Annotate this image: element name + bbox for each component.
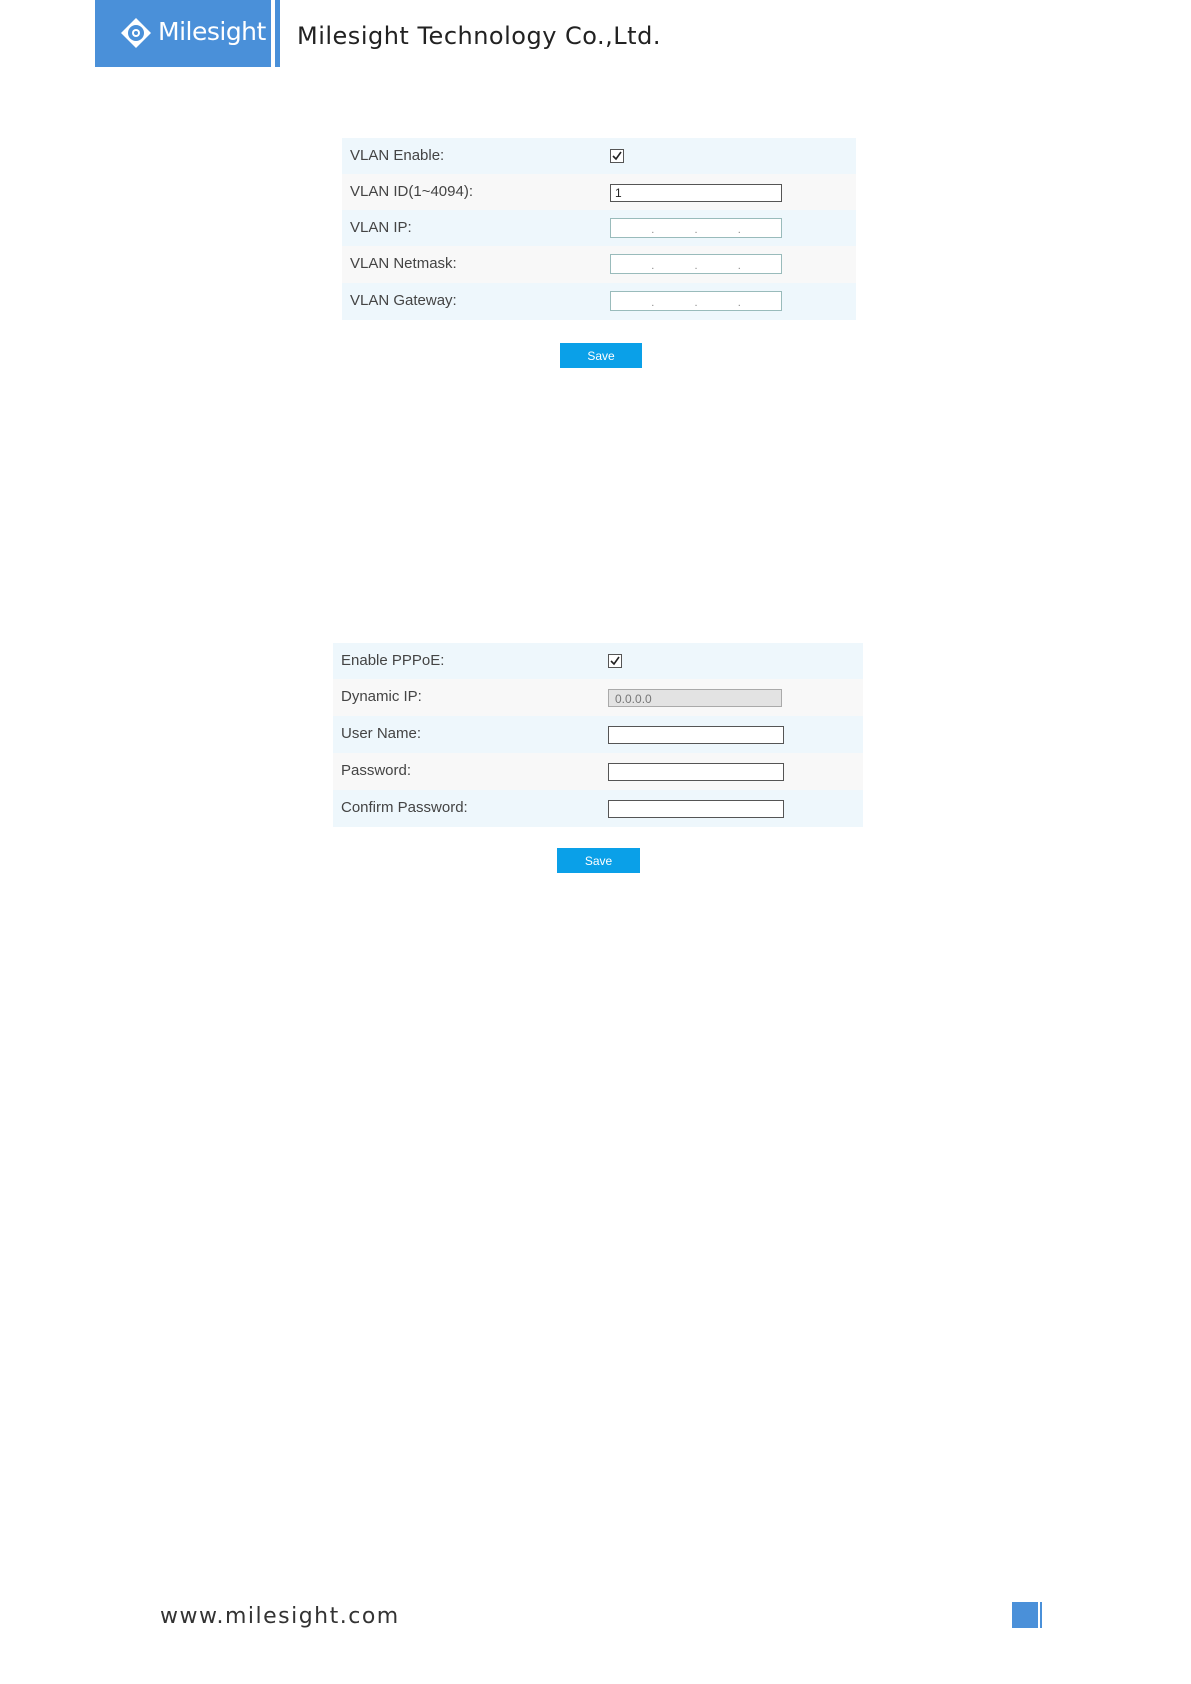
footer-website: www.milesight.com (160, 1604, 400, 1629)
form-row-password (333, 753, 863, 790)
vlan-enable-checkbox[interactable] (610, 149, 624, 163)
logo-text: Milesight (158, 17, 266, 46)
form-row-user-name (333, 716, 863, 753)
user-name-input[interactable] (608, 726, 784, 744)
confirm-password-label: Confirm Password: (341, 799, 468, 816)
pppoe-settings-form (333, 643, 863, 827)
dynamic-ip-label: Dynamic IP: (341, 688, 422, 705)
form-row-confirm-password (333, 790, 863, 827)
company-name: Milesight Technology Co.,Ltd. (297, 22, 661, 50)
header-divider (275, 0, 280, 67)
form-row-enable-pppoe (333, 643, 863, 679)
enable-pppoe-checkbox[interactable] (608, 654, 622, 668)
footer-page-marker (1012, 1602, 1038, 1628)
vlan-netmask-label: VLAN Netmask: (350, 255, 457, 272)
password-input[interactable] (608, 763, 784, 781)
dynamic-ip-field: 0.0.0.0 (608, 689, 782, 707)
enable-pppoe-label: Enable PPPoE: (341, 652, 445, 669)
checkmark-icon (611, 150, 623, 162)
checkmark-icon (609, 655, 621, 667)
vlan-netmask-input[interactable]: . . . (610, 254, 782, 274)
vlan-gateway-input[interactable]: . . . (610, 291, 782, 311)
form-row-vlan-netmask (342, 246, 856, 283)
form-row-vlan-enable (342, 138, 856, 174)
pppoe-save-button[interactable]: Save (557, 848, 640, 873)
vlan-id-label: VLAN ID(1~4094): (350, 183, 473, 200)
user-name-label: User Name: (341, 725, 422, 742)
confirm-password-input[interactable] (608, 800, 784, 818)
milesight-logo-icon (119, 16, 153, 50)
vlan-id-input[interactable]: 1 (610, 184, 782, 202)
form-row-dynamic-ip (333, 679, 863, 716)
vlan-settings-form (342, 138, 856, 320)
form-row-vlan-ip (342, 210, 856, 246)
footer-divider (1040, 1602, 1042, 1628)
vlan-gateway-label: VLAN Gateway: (350, 292, 457, 309)
form-row-vlan-gateway (342, 283, 856, 320)
vlan-enable-label: VLAN Enable: (350, 147, 445, 164)
vlan-ip-input[interactable]: . . . (610, 218, 782, 238)
vlan-ip-label: VLAN IP: (350, 219, 412, 236)
brand-logo (95, 0, 271, 67)
vlan-save-button[interactable]: Save (560, 343, 642, 368)
password-label: Password: (341, 762, 412, 779)
form-row-vlan-id (342, 174, 856, 210)
